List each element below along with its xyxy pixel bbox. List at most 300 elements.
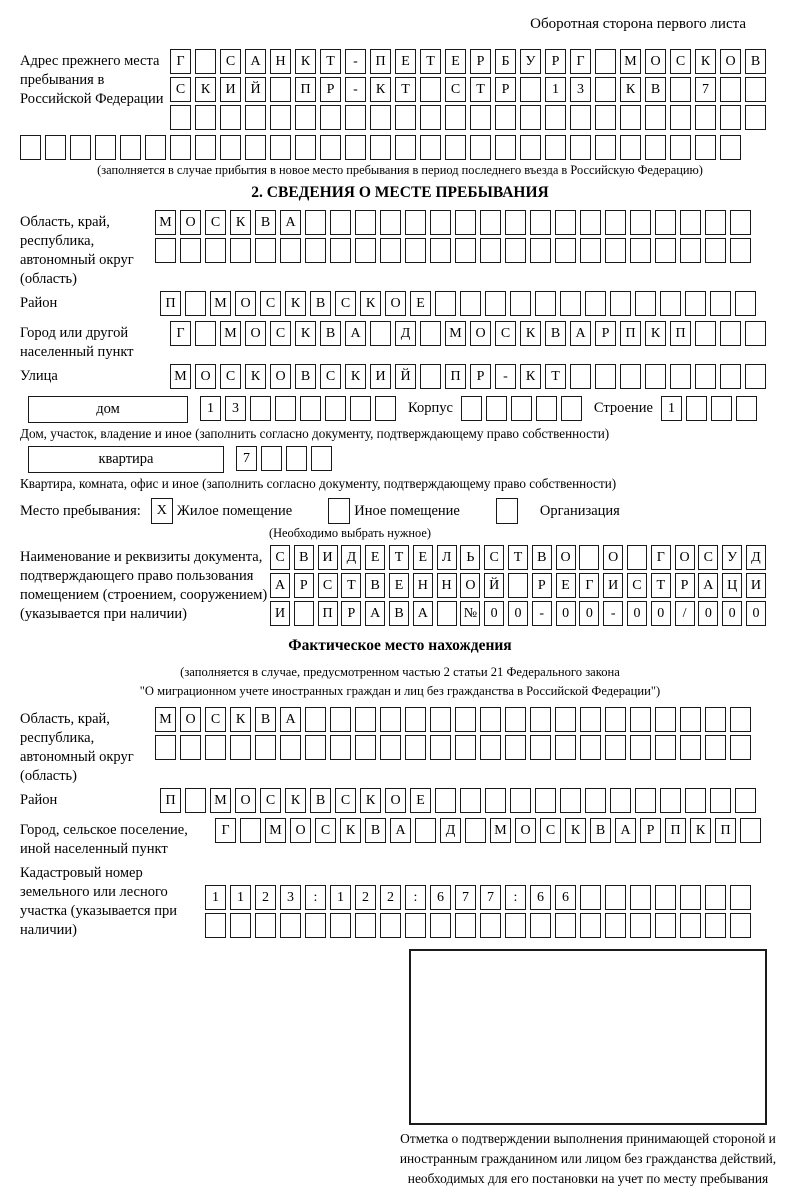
char-cell[interactable] (455, 707, 476, 732)
char-cell[interactable]: С (205, 707, 226, 732)
char-cell[interactable]: Т (320, 49, 341, 74)
char-cell[interactable]: С (220, 364, 241, 389)
char-cell[interactable]: М (210, 291, 231, 316)
char-cell[interactable]: Л (437, 545, 457, 570)
char-cell[interactable] (730, 913, 751, 938)
char-cell[interactable] (580, 885, 601, 910)
char-cell[interactable]: С (270, 545, 290, 570)
char-cell[interactable] (660, 291, 681, 316)
char-cell[interactable] (495, 105, 516, 130)
char-cell[interactable] (305, 913, 326, 938)
char-cell[interactable] (480, 913, 501, 938)
char-cell[interactable]: К (295, 49, 316, 74)
char-cell[interactable] (710, 291, 731, 316)
char-cell[interactable]: Р (595, 321, 616, 346)
char-cell[interactable] (630, 913, 651, 938)
char-cell[interactable]: М (170, 364, 191, 389)
char-cell[interactable]: М (445, 321, 466, 346)
char-cell[interactable] (230, 735, 251, 760)
char-cell[interactable] (261, 446, 282, 471)
char-cell[interactable] (561, 396, 582, 421)
char-cell[interactable] (505, 707, 526, 732)
char-cell[interactable]: О (245, 321, 266, 346)
char-cell[interactable]: А (390, 818, 411, 843)
char-cell[interactable]: П (620, 321, 641, 346)
char-cell[interactable]: К (230, 210, 251, 235)
char-cell[interactable] (680, 238, 701, 263)
char-cell[interactable] (627, 545, 647, 570)
char-cell[interactable] (620, 105, 641, 130)
char-cell[interactable] (395, 105, 416, 130)
char-cell[interactable] (695, 105, 716, 130)
char-cell[interactable] (711, 396, 732, 421)
char-cell[interactable]: П (160, 291, 181, 316)
char-cell[interactable] (445, 135, 466, 160)
char-cell[interactable]: 7 (236, 446, 257, 471)
char-cell[interactable] (286, 446, 307, 471)
char-cell[interactable]: О (235, 291, 256, 316)
char-cell[interactable] (255, 238, 276, 263)
char-cell[interactable]: - (345, 77, 366, 102)
char-cell[interactable] (437, 601, 457, 626)
char-cell[interactable] (555, 238, 576, 263)
char-cell[interactable] (325, 396, 346, 421)
char-cell[interactable]: Р (495, 77, 516, 102)
char-cell[interactable]: 3 (225, 396, 246, 421)
char-cell[interactable]: В (320, 321, 341, 346)
char-cell[interactable] (420, 364, 441, 389)
char-cell[interactable]: О (385, 291, 406, 316)
char-cell[interactable] (605, 885, 626, 910)
char-cell[interactable] (520, 135, 541, 160)
char-cell[interactable] (355, 735, 376, 760)
char-cell[interactable]: П (370, 49, 391, 74)
char-cell[interactable] (685, 291, 706, 316)
char-cell[interactable]: В (590, 818, 611, 843)
char-cell[interactable] (545, 105, 566, 130)
char-cell[interactable] (275, 396, 296, 421)
char-cell[interactable]: Р (532, 573, 552, 598)
char-cell[interactable] (395, 135, 416, 160)
char-cell[interactable]: - (495, 364, 516, 389)
char-cell[interactable]: В (645, 77, 666, 102)
char-cell[interactable] (520, 77, 541, 102)
char-cell[interactable]: Т (508, 545, 528, 570)
char-cell[interactable] (655, 707, 676, 732)
char-cell[interactable]: А (270, 573, 290, 598)
char-cell[interactable] (595, 105, 616, 130)
char-cell[interactable] (620, 364, 641, 389)
char-cell[interactable]: В (255, 210, 276, 235)
char-cell[interactable]: - (603, 601, 623, 626)
char-cell[interactable]: А (413, 601, 433, 626)
char-cell[interactable]: Г (170, 321, 191, 346)
char-cell[interactable] (20, 135, 41, 160)
char-cell[interactable] (695, 321, 716, 346)
char-cell[interactable]: С (260, 291, 281, 316)
char-cell[interactable] (530, 913, 551, 938)
char-cell[interactable]: О (270, 364, 291, 389)
char-cell[interactable]: / (675, 601, 695, 626)
char-cell[interactable] (320, 105, 341, 130)
char-cell[interactable]: О (195, 364, 216, 389)
char-cell[interactable] (255, 735, 276, 760)
char-cell[interactable]: : (405, 885, 426, 910)
char-cell[interactable] (680, 210, 701, 235)
char-cell[interactable]: С (220, 49, 241, 74)
char-cell[interactable]: О (603, 545, 623, 570)
char-cell[interactable]: Н (437, 573, 457, 598)
char-cell[interactable]: Д (341, 545, 361, 570)
char-cell[interactable] (330, 735, 351, 760)
char-cell[interactable]: В (310, 788, 331, 813)
char-cell[interactable] (670, 135, 691, 160)
char-cell[interactable]: В (294, 545, 314, 570)
char-cell[interactable] (245, 135, 266, 160)
char-cell[interactable] (535, 788, 556, 813)
char-cell[interactable] (420, 321, 441, 346)
char-cell[interactable]: Д (395, 321, 416, 346)
char-cell[interactable]: Е (389, 573, 409, 598)
char-cell[interactable]: Т (420, 49, 441, 74)
char-cell[interactable] (205, 238, 226, 263)
char-cell[interactable] (311, 446, 332, 471)
char-cell[interactable]: 0 (556, 601, 576, 626)
char-cell[interactable]: В (745, 49, 766, 74)
char-cell[interactable] (120, 135, 141, 160)
char-cell[interactable]: Т (545, 364, 566, 389)
char-cell[interactable]: Д (440, 818, 461, 843)
char-cell[interactable] (560, 291, 581, 316)
char-cell[interactable]: Е (410, 291, 431, 316)
char-cell[interactable] (280, 735, 301, 760)
char-cell[interactable] (580, 210, 601, 235)
char-cell[interactable] (630, 707, 651, 732)
char-cell[interactable] (420, 77, 441, 102)
char-cell[interactable]: М (220, 321, 241, 346)
char-cell[interactable] (530, 735, 551, 760)
char-cell[interactable]: Ь (460, 545, 480, 570)
char-cell[interactable] (345, 105, 366, 130)
char-cell[interactable] (185, 788, 206, 813)
char-cell[interactable] (330, 210, 351, 235)
char-cell[interactable] (505, 913, 526, 938)
char-cell[interactable]: 0 (508, 601, 528, 626)
char-cell[interactable]: Й (395, 364, 416, 389)
char-cell[interactable] (485, 788, 506, 813)
char-cell[interactable] (570, 105, 591, 130)
char-cell[interactable] (720, 364, 741, 389)
char-cell[interactable]: К (520, 364, 541, 389)
char-cell[interactable]: Б (495, 49, 516, 74)
char-cell[interactable]: О (556, 545, 576, 570)
char-cell[interactable] (695, 135, 716, 160)
char-cell[interactable]: С (445, 77, 466, 102)
char-cell[interactable] (660, 788, 681, 813)
char-cell[interactable] (370, 135, 391, 160)
char-cell[interactable] (370, 321, 391, 346)
char-cell[interactable] (45, 135, 66, 160)
char-cell[interactable]: А (570, 321, 591, 346)
char-cell[interactable]: 1 (661, 396, 682, 421)
char-cell[interactable] (430, 210, 451, 235)
char-cell[interactable] (740, 818, 761, 843)
char-cell[interactable]: И (220, 77, 241, 102)
char-cell[interactable] (380, 707, 401, 732)
char-cell[interactable] (486, 396, 507, 421)
char-cell[interactable] (595, 364, 616, 389)
char-cell[interactable] (230, 238, 251, 263)
char-cell[interactable] (485, 291, 506, 316)
char-cell[interactable]: Г (570, 49, 591, 74)
char-cell[interactable]: Р (470, 49, 491, 74)
char-cell[interactable]: 1 (230, 885, 251, 910)
char-cell[interactable]: В (365, 573, 385, 598)
char-cell[interactable] (630, 885, 651, 910)
char-cell[interactable]: К (690, 818, 711, 843)
char-cell[interactable]: В (389, 601, 409, 626)
char-cell[interactable] (375, 396, 396, 421)
char-cell[interactable]: В (532, 545, 552, 570)
char-cell[interactable] (736, 396, 757, 421)
char-cell[interactable] (555, 210, 576, 235)
char-cell[interactable]: Р (470, 364, 491, 389)
char-cell[interactable]: М (210, 788, 231, 813)
char-cell[interactable] (730, 885, 751, 910)
char-cell[interactable] (70, 135, 91, 160)
char-cell[interactable]: Г (579, 573, 599, 598)
char-cell[interactable] (430, 913, 451, 938)
char-cell[interactable]: 2 (380, 885, 401, 910)
char-cell[interactable]: Т (651, 573, 671, 598)
char-cell[interactable] (455, 210, 476, 235)
char-cell[interactable]: 6 (555, 885, 576, 910)
char-cell[interactable] (580, 707, 601, 732)
char-cell[interactable]: С (627, 573, 647, 598)
char-cell[interactable] (570, 364, 591, 389)
char-cell[interactable] (415, 818, 436, 843)
char-cell[interactable] (380, 238, 401, 263)
char-cell[interactable]: О (470, 321, 491, 346)
char-cell[interactable] (330, 913, 351, 938)
char-cell[interactable] (420, 135, 441, 160)
char-cell[interactable]: 6 (430, 885, 451, 910)
char-cell[interactable] (380, 210, 401, 235)
char-cell[interactable]: С (318, 573, 338, 598)
char-cell[interactable] (355, 238, 376, 263)
char-cell[interactable] (330, 707, 351, 732)
char-cell[interactable] (730, 735, 751, 760)
char-cell[interactable]: Р (675, 573, 695, 598)
char-cell[interactable]: М (490, 818, 511, 843)
checkbox-inoe[interactable] (328, 498, 354, 524)
char-cell[interactable]: П (318, 601, 338, 626)
char-cell[interactable] (445, 105, 466, 130)
char-cell[interactable] (705, 913, 726, 938)
char-cell[interactable]: С (205, 210, 226, 235)
char-cell[interactable]: Е (410, 788, 431, 813)
char-cell[interactable] (220, 105, 241, 130)
char-cell[interactable]: Р (320, 77, 341, 102)
char-cell[interactable]: К (360, 291, 381, 316)
char-cell[interactable]: К (520, 321, 541, 346)
char-cell[interactable] (505, 210, 526, 235)
char-cell[interactable] (370, 105, 391, 130)
char-cell[interactable]: М (155, 707, 176, 732)
char-cell[interactable]: К (285, 788, 306, 813)
char-cell[interactable]: - (532, 601, 552, 626)
char-cell[interactable] (560, 788, 581, 813)
char-cell[interactable] (170, 105, 191, 130)
char-cell[interactable] (255, 913, 276, 938)
char-cell[interactable]: Т (470, 77, 491, 102)
char-cell[interactable] (705, 707, 726, 732)
char-cell[interactable] (295, 135, 316, 160)
char-cell[interactable]: В (310, 291, 331, 316)
char-cell[interactable] (300, 396, 321, 421)
char-cell[interactable] (655, 238, 676, 263)
char-cell[interactable]: А (345, 321, 366, 346)
char-cell[interactable] (555, 913, 576, 938)
char-cell[interactable]: А (365, 601, 385, 626)
char-cell[interactable]: П (160, 788, 181, 813)
char-cell[interactable] (460, 291, 481, 316)
char-cell[interactable] (455, 913, 476, 938)
char-cell[interactable]: С (698, 545, 718, 570)
char-cell[interactable] (730, 210, 751, 235)
char-cell[interactable] (720, 135, 741, 160)
char-cell[interactable]: К (285, 291, 306, 316)
char-cell[interactable] (735, 788, 756, 813)
char-cell[interactable]: Е (413, 545, 433, 570)
char-cell[interactable] (355, 210, 376, 235)
char-cell[interactable]: И (270, 601, 290, 626)
char-cell[interactable] (155, 238, 176, 263)
char-cell[interactable] (655, 735, 676, 760)
char-cell[interactable]: 7 (455, 885, 476, 910)
char-cell[interactable]: К (620, 77, 641, 102)
char-cell[interactable] (220, 135, 241, 160)
char-cell[interactable]: Т (389, 545, 409, 570)
char-cell[interactable]: Е (365, 545, 385, 570)
char-cell[interactable] (505, 238, 526, 263)
char-cell[interactable]: В (545, 321, 566, 346)
char-cell[interactable]: Ц (722, 573, 742, 598)
char-cell[interactable]: К (645, 321, 666, 346)
char-cell[interactable]: Е (445, 49, 466, 74)
char-cell[interactable]: А (280, 210, 301, 235)
char-cell[interactable] (470, 135, 491, 160)
char-cell[interactable] (530, 210, 551, 235)
char-cell[interactable]: К (565, 818, 586, 843)
char-cell[interactable]: 0 (722, 601, 742, 626)
char-cell[interactable] (405, 735, 426, 760)
char-cell[interactable]: Г (215, 818, 236, 843)
char-cell[interactable] (305, 735, 326, 760)
char-cell[interactable] (455, 238, 476, 263)
char-cell[interactable] (430, 238, 451, 263)
char-cell[interactable]: О (180, 707, 201, 732)
char-cell[interactable] (745, 105, 766, 130)
char-cell[interactable]: Е (395, 49, 416, 74)
char-cell[interactable]: Е (556, 573, 576, 598)
char-cell[interactable]: К (295, 321, 316, 346)
char-cell[interactable] (670, 105, 691, 130)
char-cell[interactable]: М (155, 210, 176, 235)
char-cell[interactable]: В (365, 818, 386, 843)
char-cell[interactable] (180, 735, 201, 760)
char-cell[interactable] (495, 135, 516, 160)
char-cell[interactable] (355, 707, 376, 732)
char-cell[interactable]: С (495, 321, 516, 346)
char-cell[interactable]: 1 (545, 77, 566, 102)
char-cell[interactable]: - (345, 49, 366, 74)
char-cell[interactable] (720, 321, 741, 346)
char-cell[interactable]: 7 (695, 77, 716, 102)
char-cell[interactable]: М (265, 818, 286, 843)
char-cell[interactable] (505, 735, 526, 760)
char-cell[interactable] (328, 498, 350, 524)
char-cell[interactable] (350, 396, 371, 421)
char-cell[interactable] (195, 321, 216, 346)
char-cell[interactable]: П (665, 818, 686, 843)
char-cell[interactable]: 3 (280, 885, 301, 910)
char-cell[interactable]: С (484, 545, 504, 570)
char-cell[interactable]: С (320, 364, 341, 389)
char-cell[interactable] (270, 77, 291, 102)
char-cell[interactable] (680, 913, 701, 938)
char-cell[interactable] (295, 105, 316, 130)
char-cell[interactable] (710, 788, 731, 813)
char-cell[interactable] (480, 238, 501, 263)
char-cell[interactable]: О (645, 49, 666, 74)
char-cell[interactable]: 0 (698, 601, 718, 626)
char-cell[interactable] (620, 135, 641, 160)
char-cell[interactable] (480, 210, 501, 235)
char-cell[interactable] (430, 707, 451, 732)
char-cell[interactable] (480, 707, 501, 732)
char-cell[interactable] (240, 818, 261, 843)
char-cell[interactable] (205, 735, 226, 760)
char-cell[interactable] (735, 291, 756, 316)
char-cell[interactable]: Н (270, 49, 291, 74)
char-cell[interactable]: 1 (200, 396, 221, 421)
char-cell[interactable] (510, 788, 531, 813)
char-cell[interactable]: В (295, 364, 316, 389)
char-cell[interactable] (305, 210, 326, 235)
char-cell[interactable] (610, 788, 631, 813)
char-cell[interactable]: Н (413, 573, 433, 598)
char-cell[interactable] (508, 573, 528, 598)
char-cell[interactable] (496, 498, 518, 524)
char-cell[interactable]: К (340, 818, 361, 843)
char-cell[interactable] (270, 135, 291, 160)
char-cell[interactable]: Д (746, 545, 766, 570)
char-cell[interactable]: И (318, 545, 338, 570)
char-cell[interactable]: 0 (627, 601, 647, 626)
char-cell[interactable] (180, 238, 201, 263)
char-cell[interactable] (380, 735, 401, 760)
char-cell[interactable] (730, 238, 751, 263)
char-cell[interactable] (720, 77, 741, 102)
char-cell[interactable] (720, 105, 741, 130)
char-cell[interactable] (655, 913, 676, 938)
char-cell[interactable] (680, 735, 701, 760)
char-cell[interactable]: М (620, 49, 641, 74)
char-cell[interactable] (435, 291, 456, 316)
char-cell[interactable] (480, 735, 501, 760)
char-cell[interactable]: К (695, 49, 716, 74)
